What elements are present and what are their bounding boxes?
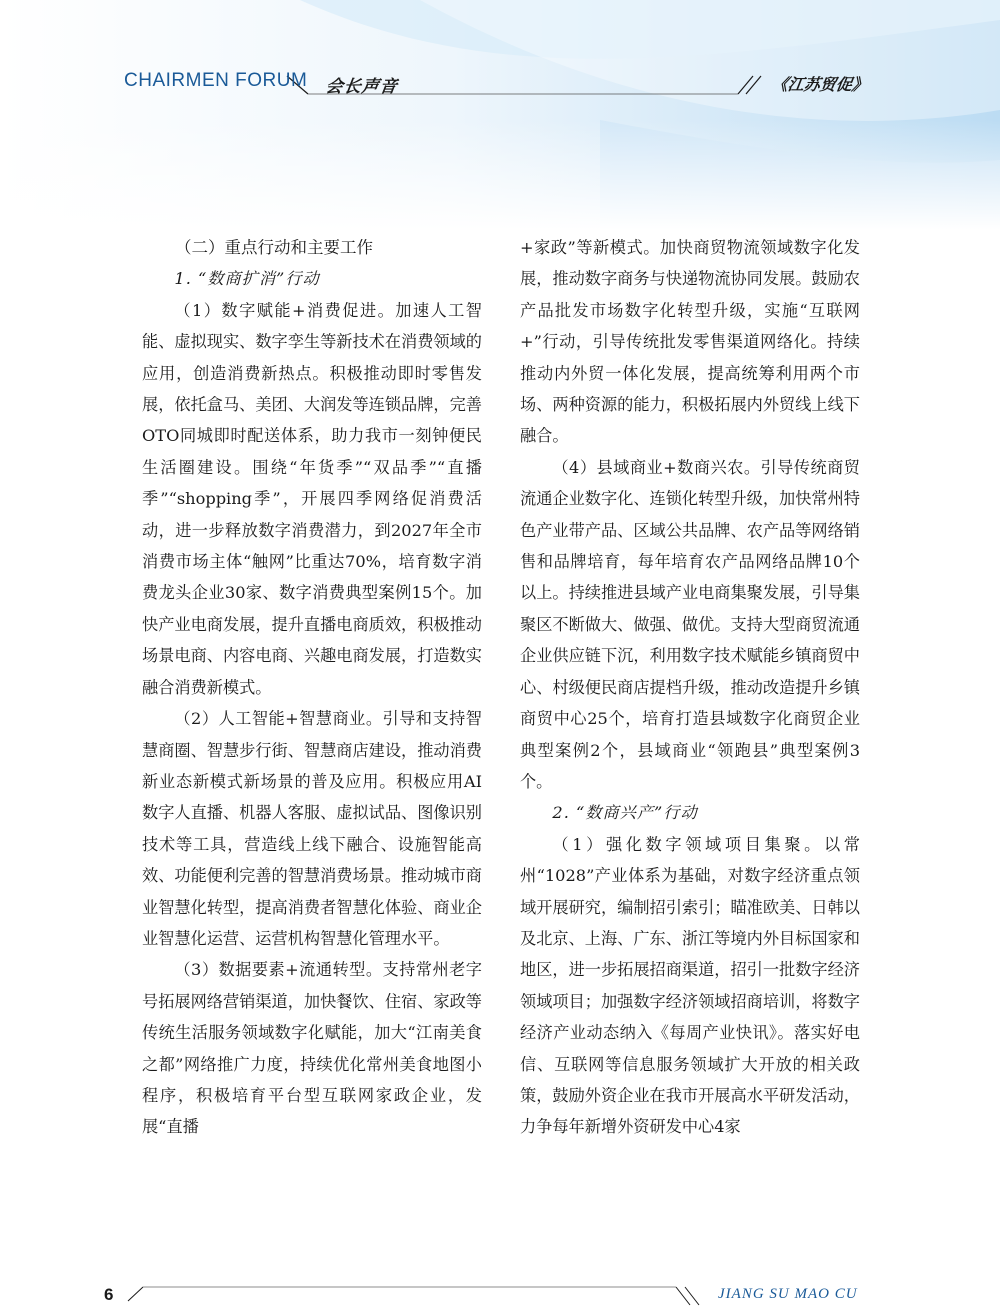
page-number: 6 [104,1285,114,1304]
section-heading: （二）重点行动和主要工作 [175,238,373,257]
left-column [142,232,482,1143]
paragraph: （1）强化数字领域项目集聚。以常州“1028”产业体系为基础，对数字经济重点领域开展研究，编制招引索引；瞄准欧美、日韩以及北京、上海、广东、浙江等境内外目标国家和地区，进一步拓展招商渠道，招引一批数字经济领域项目；加强数字经济领域招商培训，将数字经济产业动态纳入《每周产业快讯》。落实好电信、互联网等信息服务领域扩大开放的相关政策，鼓励外资企业在我市开展高水平研发活动，力争每年新增外资研发中心4家 [520,834,860,1137]
action-subheading: 2. “数商兴产”行动 [552,803,698,823]
paragraph: （4）县域商业+数商兴农。引导传统商贸流通企业数字化、连锁化转型升级，加快常州特色产业带产品、区域公共品牌、农产品等网络销售和品牌培育，每年培育农产品网络品牌10个以上。持续推进县域产业电商集聚发展，引导集聚区不断做大、做强、做优。支持大型商贸流通企业供应链下沉，利用数字技术赋能乡镇商贸中心、村级便民商店提档升级，推动改造提升乡镇商贸中心25个，培育打造县域数字化商贸企业典型案例2个，县域商业“领跑县”典型案例3个。 [520,457,860,791]
paragraph: （1）数字赋能+消费促进。加速人工智能、虚拟现实、数字孪生等新技术在消费领域的应用，创造消费新热点。积极推动即时零售发展，依托盒马、美团、大润发等连锁品牌，完善OTO同城即时配送体系，助力我市一刻钟便民生活圈建设。围绕“年货季”“双品季”“直播季”“shopping季”，开展四季网络促消费活动，进一步释放数字消费潜力，到2027年全市消费市场主体“触网”比重达70%，培育数字消费龙头企业30家、数字消费典型案例15个。加快产业电商发展，提升直播电商质效，积极推动场景电商、内容电商、兴趣电商发展，打造数实融合消费新模式。 [142,300,482,697]
paragraph: （3）数据要素+流通转型。支持常州老字号拓展网络营销渠道，加快餐饮、住宿、家政等传统生活服务领域数字化赋能，加大“江南美食之都”网络推广力度，持续优化常州美食地图小程序，积极培育平台型互联网家政企业，发展“直播 [142,960,482,1137]
right-column [520,232,860,1143]
paragraph: （2）人工智能+智慧商业。引导和支持智慧商圈、智慧步行街、智慧商店建设，推动消费新业态新模式新场景的普及应用。积极应用AI数字人直播、机器人客服、虚拟试品、图像识别技术等工具，营造线上线下融合、设施智能高效、功能便利完善的智慧消费场景。推动城市商业智慧化转型，提高消费者智慧化体验、商业企业智慧化运营、运营机构智慧化管理水平。 [142,709,482,948]
forum-title: CHAIRMEN FORUM [124,70,308,91]
header-background [0,0,1000,230]
action-subheading: 1. “数商扩消”行动 [174,269,320,289]
magazine-name: 《江苏贸促》 [770,75,870,94]
magazine-pinyin: JIANG SU MAO CU [718,1286,858,1302]
section-title: 会长声音 [324,77,400,97]
paragraph-continued: +家政”等新模式。加快商贸物流领域数字化发展，推动数字商务与快递物流协同发展。鼓励农产品批发市场数字化转型升级，实施“互联网+”行动，引导传统批发零售渠道网络化。持续推动内外贸一体化发展，提高统筹利用两个市场、两种资源的能力，积极拓展内外贸线上线下融合。 [520,238,860,446]
